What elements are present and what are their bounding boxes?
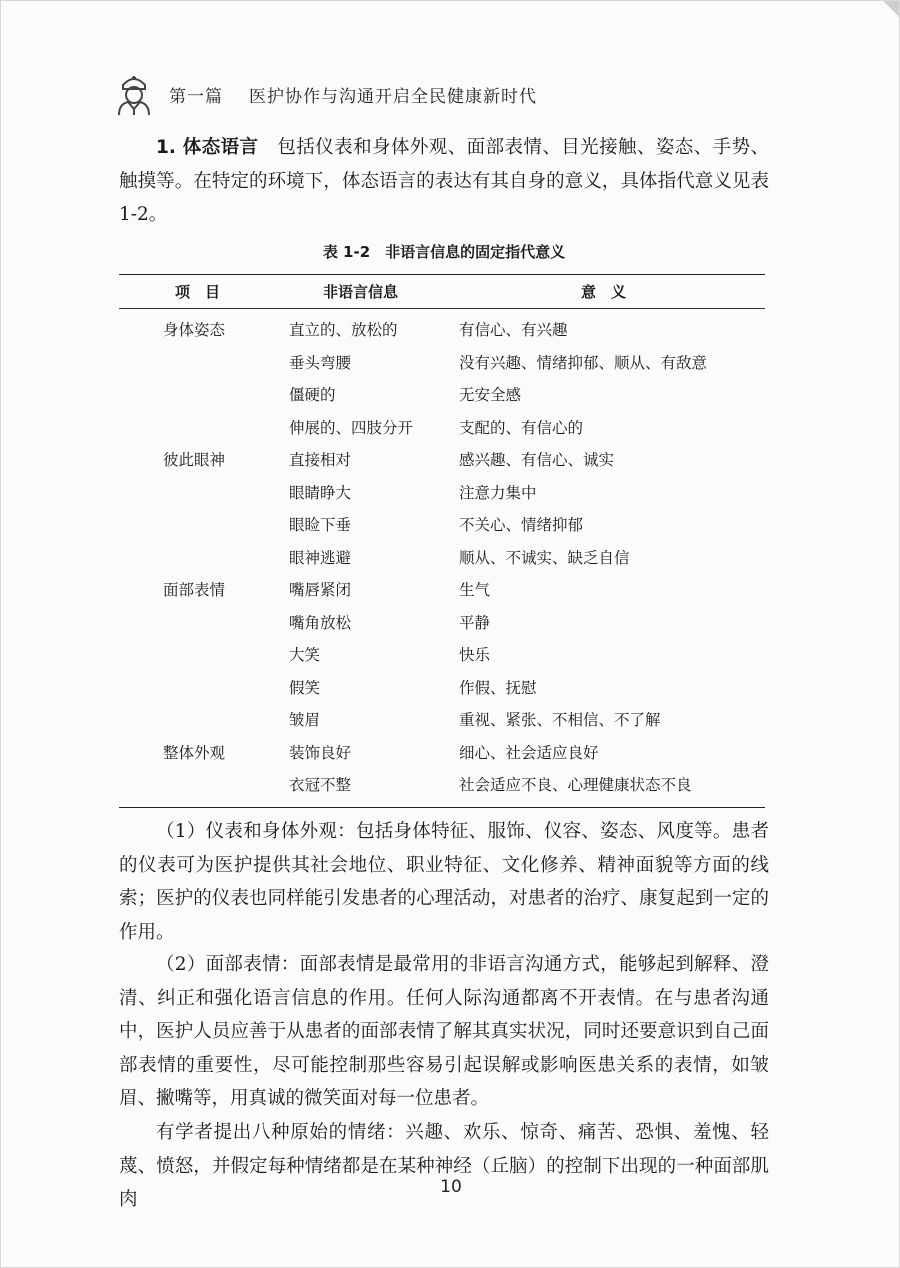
cell-meaning: 注意力集中 (459, 483, 537, 502)
cell-signal: 装饰良好 (289, 743, 352, 762)
table-row (119, 736, 765, 769)
paragraph-emotions: 有学者提出八种原始的情绪：兴趣、欢乐、惊奇、痛苦、恐惧、羞愧、轻蔑、愤怒，并假定每种情绪都是在某种神经（丘脑）的控制下出现的一种面部肌肉 (119, 1122, 769, 1210)
cell-meaning: 不关心、情绪抑郁 (459, 516, 584, 535)
cell-signal: 眼睛睁大 (289, 483, 352, 502)
cell-meaning: 无安全感 (459, 386, 522, 405)
table-row (119, 541, 765, 574)
cell-signal: 垂头弯腰 (289, 353, 352, 372)
cell-meaning: 生气 (459, 581, 491, 600)
cell-signal: 大笑 (289, 646, 321, 665)
table-caption: 表 1-2 非语言信息的固定指代意义 (322, 243, 566, 261)
doctor-icon (109, 69, 159, 119)
header-title: 医护协作与沟通开启全民健康新时代 (249, 86, 537, 107)
running-header (109, 69, 537, 119)
cell-meaning: 快乐 (459, 646, 491, 665)
paragraph-appearance: （1）仪表和身体外观：包括身体特征、服饰、仪容、姿态、风度等。患者的仪表可为医护提供其社会地位、职业特征、文化修养、精神面貌等方面的线索；医护的仪表也同样能引发患者的心理活动，对患者的治疗、康复起到一定的作用。 (119, 821, 769, 943)
table-row (119, 508, 765, 541)
cell-meaning: 有信心、有兴趣 (459, 321, 568, 340)
header-meaning: 意 义 (581, 283, 627, 301)
cell-meaning: 没有兴趣、情绪抑郁、顺从、有敌意 (459, 353, 708, 372)
cell-meaning: 感兴趣、有信心、诚实 (459, 451, 615, 470)
section-heading: 1. 体态语言 (156, 137, 259, 158)
table-row (119, 671, 765, 704)
table-row (119, 768, 765, 801)
table-row (119, 411, 765, 444)
cell-meaning: 重视、紧张、不相信、不了解 (459, 711, 661, 730)
page-corner-mark (883, 1, 899, 17)
table-body (119, 309, 765, 807)
cell-signal: 伸展的、四肢分开 (289, 418, 414, 437)
cell-category: 面部表情 (163, 581, 226, 600)
table-row (119, 638, 765, 671)
cell-meaning: 支配的、有信心的 (459, 418, 584, 437)
cell-category: 身体姿态 (163, 321, 226, 340)
table-row (119, 703, 765, 736)
cell-signal: 眼神逃避 (289, 548, 352, 567)
cell-signal: 直接相对 (289, 451, 352, 470)
cell-meaning: 社会适应不良、心理健康状态不良 (459, 776, 692, 795)
cell-signal: 眼睑下垂 (289, 516, 352, 535)
table-row (119, 443, 765, 476)
header-category: 项 目 (175, 283, 221, 301)
cell-meaning: 平静 (459, 613, 491, 632)
table-header-row (119, 275, 765, 309)
header-signal: 非语言信息 (323, 283, 399, 301)
cell-signal: 皱眉 (289, 711, 321, 730)
table-row (119, 606, 765, 639)
intro-text: 包括仪表和身体外观、面部表情、目光接触、姿态、手势、触摸等。在特定的环境下，体态语言的表达有其自身的意义，具体指代意义见表 1-2。 (119, 137, 769, 225)
paragraph-facial-expression: （2）面部表情：面部表情是最常用的非语言沟通方式，能够起到解释、澄清、纠正和强化语言信息的作用。任何人际沟通都离不开表情。在与患者沟通中，医护人员应善于从患者的面部表情了解其真实状况，同时还要意识到自己面部表情的重要性，尽可能控制那些容易引起误解或影响医患关系的表情，如皱眉、撇嘴等，用真诚的微笑面对每一位患者。 (119, 954, 769, 1109)
table-row (119, 573, 765, 606)
cell-category: 彼此眼神 (163, 451, 226, 470)
cell-category: 整体外观 (163, 743, 226, 762)
part-label: 第一篇 (169, 86, 223, 107)
table-row (119, 346, 765, 379)
nonverbal-table (119, 274, 765, 808)
cell-meaning: 细心、社会适应良好 (459, 743, 599, 762)
cell-signal: 嘴唇紧闭 (289, 581, 352, 600)
cell-meaning: 顺从、不诚实、缺乏自信 (459, 548, 630, 567)
cell-signal: 直立的、放松的 (289, 321, 398, 340)
table-row (119, 313, 765, 346)
cell-signal: 僵硬的 (289, 386, 336, 405)
cell-signal: 假笑 (289, 678, 321, 697)
cell-signal: 衣冠不整 (289, 776, 352, 795)
intro-paragraph (119, 131, 769, 232)
table-row (119, 476, 765, 509)
table-row (119, 378, 765, 411)
cell-meaning: 作假、抚慰 (459, 678, 537, 697)
page-number: 10 (440, 1177, 462, 1197)
cell-signal: 嘴角放松 (289, 613, 352, 632)
